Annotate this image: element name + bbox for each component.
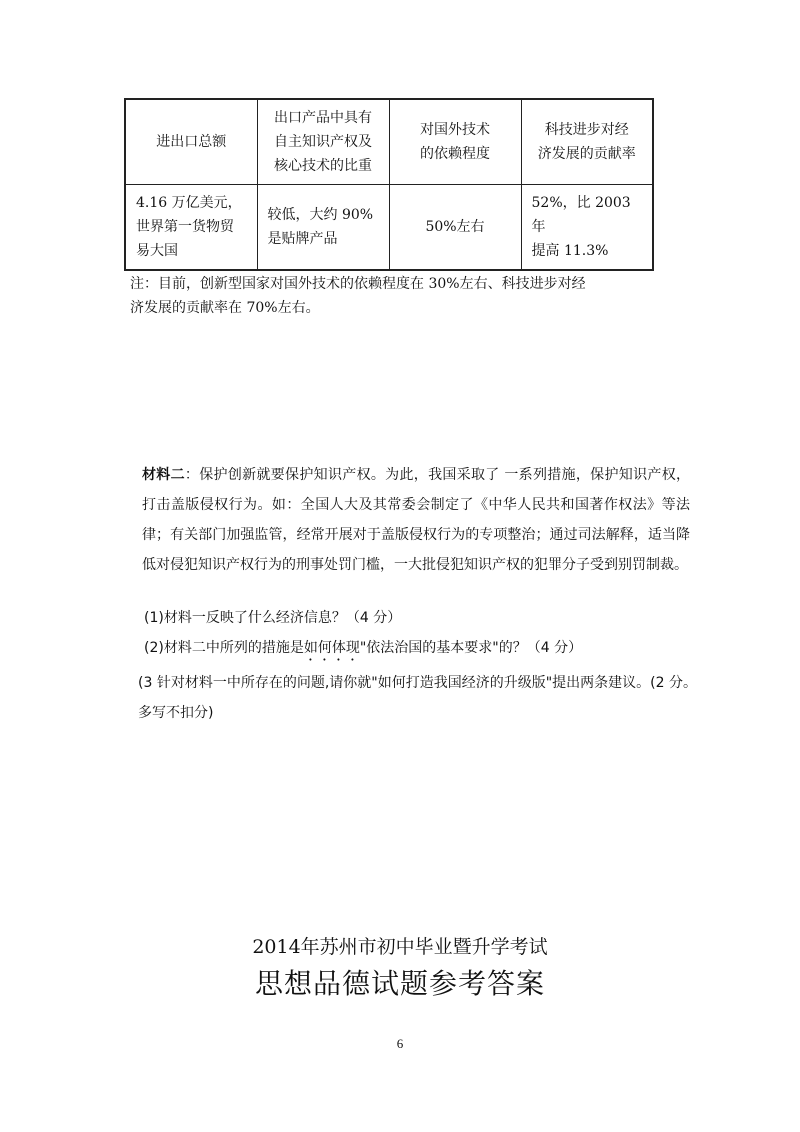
cell-tech-dependence: 50%左右 bbox=[389, 185, 521, 271]
header-tech-contribution: 科技进步对经 济发展的贡献率 bbox=[521, 99, 653, 185]
material-two-label: 材料二 bbox=[142, 467, 185, 483]
header-trade-total: 进出口总额 bbox=[125, 99, 257, 185]
emphasized-phrase: 如何体现 bbox=[303, 640, 360, 656]
material-two-body: ：保护创新就要保护知识产权。为此，我国采取了 一系列措施，保护知识产权，打击盖版侵权行为。如：全国人大及其常委会制定了《中华人民共和国著作权法》等法律；有关部门加强监管，经常开展对于盖版侵权行为的专项整治；通过司法解释，适当降低对侵犯知识产权行为的刑事处罚门槛，一大批侵犯知识产权的犯罪分子受到别罚制裁。 bbox=[142, 467, 691, 573]
table-row bbox=[125, 185, 653, 271]
table-note: 注：目前，创新型国家对国外技术的依赖程度在 30%左右、科技进步对经 济发展的贡献率在 70%左右。 bbox=[130, 276, 586, 316]
question-3: (3 针对材料一中所存在的问题,请你就"如何打造我国经济的升级版"提出两条建议。(2 分。多写不扣分) bbox=[138, 675, 697, 721]
header-tech-dependence: 对国外技术 的依赖程度 bbox=[389, 99, 521, 185]
question-2: (2)材料二中所列的措施是如何体现"依法治国的基本要求"的？（4 分） bbox=[144, 640, 583, 656]
data-table-wrapper bbox=[124, 98, 652, 271]
cell-trade-total: 4.16 万亿美元， 世界第一货物贸 易大国 bbox=[125, 185, 257, 271]
answer-title-line1: 2014年苏州市初中毕业暨升学考试 bbox=[252, 936, 548, 958]
cell-tech-contribution: 52%，比 2003 年 提高 11.3% bbox=[521, 185, 653, 271]
material-two-paragraph bbox=[142, 460, 690, 580]
page-number: 6 bbox=[396, 1036, 404, 1051]
cell-ip-share: 较低，大约 90% 是贴牌产品 bbox=[257, 185, 389, 271]
header-ip-share: 出口产品中具有 自主知识产权及 核心技术的比重 bbox=[257, 99, 389, 185]
answer-title-line2: 思想品德试题参考答案 bbox=[254, 967, 545, 1000]
trade-data-table bbox=[124, 98, 654, 271]
question-1: (1)材料一反映了什么经济信息？（4 分） bbox=[144, 610, 402, 626]
table-header-row bbox=[125, 99, 653, 185]
